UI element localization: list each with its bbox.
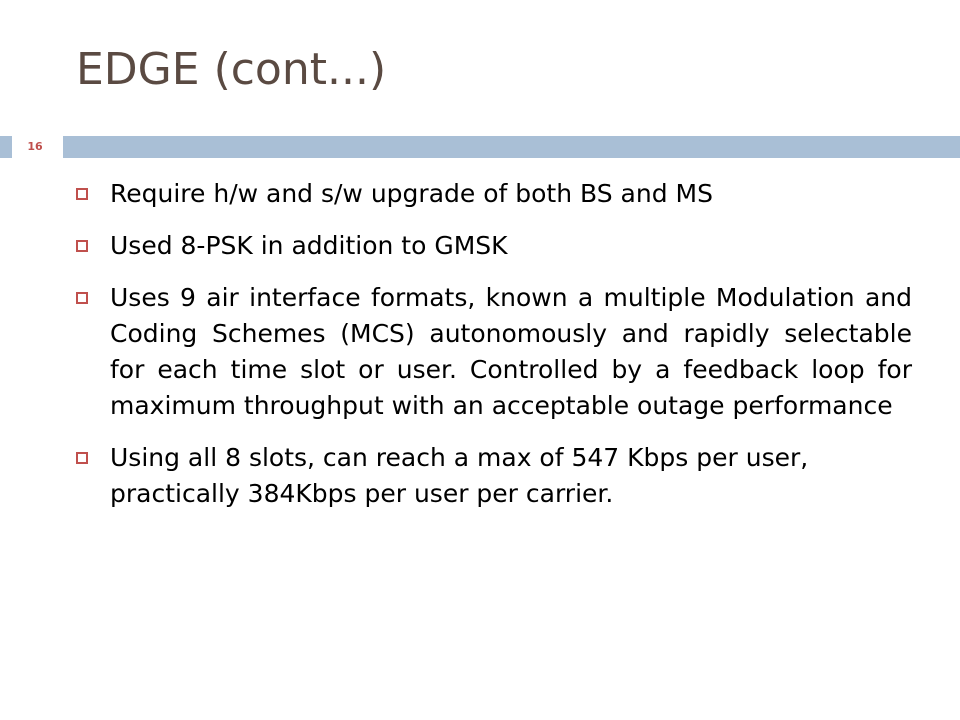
page-number: 16 <box>12 136 58 158</box>
hollow-square-icon <box>76 292 88 304</box>
slide-title: EDGE (cont...) <box>76 44 387 95</box>
bullet-text: Uses 9 air interface formats, known a multiple Modulation and Coding Schemes (MCS) autonomously and rapidly selectable for each time slot or user. Controlled by a feedback loop for maximum throughput with an acceptable outage performance <box>110 283 912 420</box>
header-rule-right <box>63 136 960 158</box>
hollow-square-icon <box>76 240 88 252</box>
bullet-text: Used 8-PSK in addition to GMSK <box>110 231 508 260</box>
bullet-item <box>76 176 912 212</box>
header-rule-left <box>0 136 12 158</box>
bullet-item <box>76 280 912 424</box>
bullet-item <box>76 228 912 264</box>
hollow-square-icon <box>76 188 88 200</box>
bullet-list <box>76 176 912 528</box>
hollow-square-icon <box>76 452 88 464</box>
bullet-text: Require h/w and s/w upgrade of both BS and MS <box>110 179 713 208</box>
bullet-text: Using all 8 slots, can reach a max of 547 Kbps per user, practically 384Kbps per user per carrier. <box>110 443 809 508</box>
bullet-item <box>76 440 912 512</box>
